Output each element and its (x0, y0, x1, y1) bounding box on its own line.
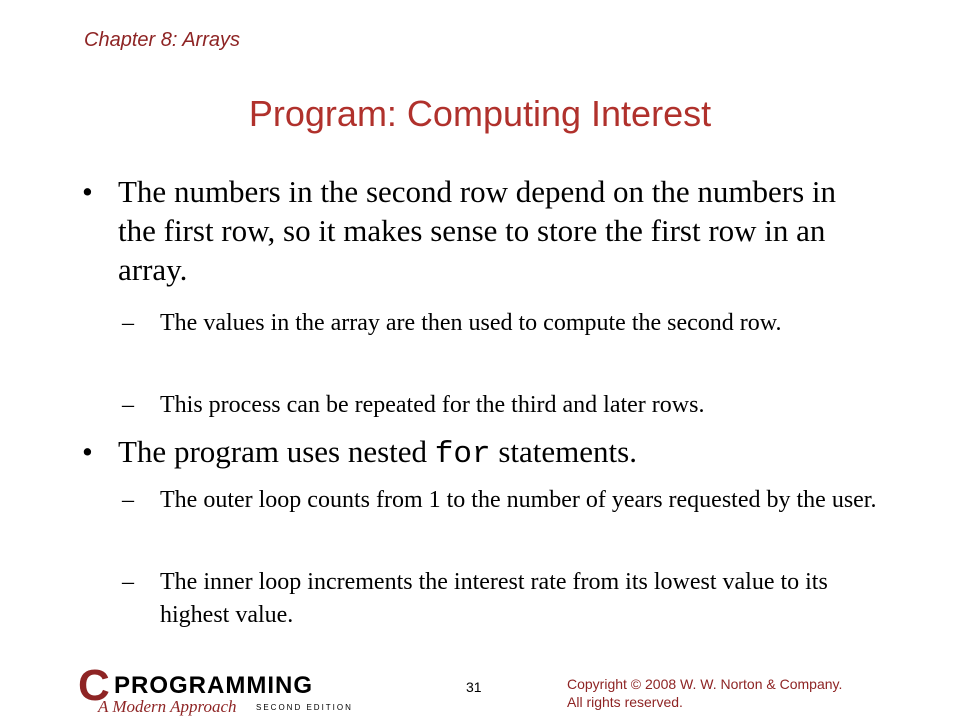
dash-glyph: – (122, 487, 134, 513)
logo-c-letter: C (78, 661, 110, 710)
bullet-2-text-after: statements. (490, 434, 637, 469)
logo-edition: SECOND EDITION (256, 703, 353, 712)
copyright-notice (567, 675, 842, 711)
bullet-2-text-before: The program uses nested (118, 434, 435, 469)
bullet-1-sub-2 (122, 389, 890, 422)
bullet-2-sub-2-text: The inner loop increments the interest rate from its lowest value to its highest value. (160, 569, 828, 628)
bullet-2-code: for (434, 437, 491, 472)
slide-title: Program: Computing Interest (248, 93, 712, 134)
logo-programming-word: PROGRAMMING (114, 672, 313, 699)
bullet-2-sub-2 (122, 566, 890, 632)
bullet-1-sub-1-text: The values in the array are then used to compute the second row. (160, 310, 782, 336)
bullet-1 (82, 172, 878, 289)
bullet-1-text: The numbers in the second row depend on the numbers in the first row, so it makes sense to store the first row in an array. (118, 174, 836, 287)
page-number: 31 (466, 679, 482, 695)
dash-glyph: – (122, 310, 134, 336)
logo-subtitle: A Modern Approach (98, 697, 237, 716)
bullet-glyph: • (82, 174, 93, 209)
copyright-line-2: All rights reserved. (567, 694, 683, 710)
dash-glyph: – (122, 392, 134, 418)
bullet-2 (82, 432, 878, 474)
copyright-line-1: Copyright © 2008 W. W. Norton & Company. (567, 676, 843, 692)
bullet-2-sub-1 (122, 484, 890, 517)
bullet-1-sub-1 (122, 307, 890, 340)
dash-glyph: – (122, 569, 134, 595)
bullet-1-sub-2-text: This process can be repeated for the third and later rows. (160, 392, 705, 418)
bullet-glyph: • (82, 434, 93, 469)
bullet-2-sub-1-text: The outer loop counts from 1 to the number of years requested by the user. (160, 487, 877, 513)
chapter-label: Chapter 8: Arrays (84, 29, 240, 51)
